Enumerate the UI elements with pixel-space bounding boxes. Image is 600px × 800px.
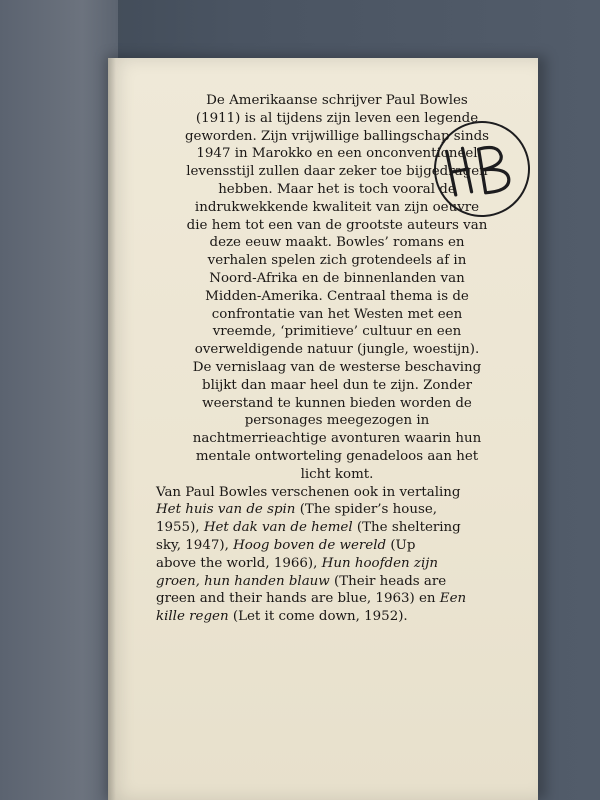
original-title: sky, 1947), — [156, 537, 229, 553]
original-title: (Let it come down, 1952). — [232, 609, 408, 625]
blurb-line: confrontatie van het Westen met een — [211, 306, 463, 322]
blurb-line: indrukwekkende kwaliteit van zijn oeuvre — [194, 199, 480, 215]
translations-intro: Van Paul Bowles verschenen ook in vertaling — [156, 484, 461, 500]
book-title: Het dak van de hemel — [203, 520, 353, 536]
book-cover-left — [0, 0, 118, 800]
blurb-line: vreemde, ‘primitieve’ cultuur en een — [212, 324, 462, 340]
translations-line — [156, 555, 516, 573]
translations-line — [156, 519, 516, 537]
blurb-line: nachtmerrieachtige avonturen waarin hun — [192, 431, 482, 447]
publication-year: 1955), — [156, 520, 200, 536]
blurb-line: weerstand te kunnen bieden worden de — [202, 395, 472, 411]
blurb-line: (1911) is al tijdens zijn leven een legende — [195, 110, 479, 126]
original-title: green and their hands are blue, 1963) en — [156, 591, 436, 607]
translations-line — [156, 537, 516, 555]
book-title: kille regen — [156, 609, 229, 625]
page-gutter — [108, 58, 116, 800]
blurb-line: hebben. Maar het is toch vooral de — [218, 181, 456, 197]
original-title: (Up — [390, 537, 416, 553]
original-title: (Their heads are — [334, 573, 447, 589]
original-title: above the world, 1966), — [156, 555, 318, 571]
translations-line — [156, 590, 516, 608]
book-title: Het huis van de spin — [156, 502, 296, 518]
book-title: Een — [439, 591, 467, 607]
blurb-paragraph — [158, 92, 516, 484]
book-title: Hoog boven de wereld — [233, 537, 387, 553]
blurb-line: deze eeuw maakt. Bowles’ romans en — [209, 235, 465, 251]
translations-line — [156, 608, 516, 626]
book-title: Hun hoofden zijn — [321, 555, 439, 571]
blurb-line: Midden-Amerika. Centraal thema is de — [205, 288, 469, 304]
blurb-line: personages meegezogen in — [244, 413, 430, 429]
blurb-line: geworden. Zijn vrijwillige ballingschap sinds — [184, 128, 490, 144]
translations-line — [156, 501, 516, 519]
translations-line — [156, 573, 516, 591]
blurb-line: blijkt dan maar heel dun te zijn. Zonder — [202, 377, 472, 393]
translations-paragraph — [156, 484, 516, 626]
original-title: (The sheltering — [356, 520, 461, 536]
blurb-line: De vernislaag van de westerse beschaving — [192, 359, 482, 375]
blurb-line: licht komt. — [300, 466, 374, 482]
book-title: groen, hun handen blauw — [156, 573, 330, 589]
original-title: (The spider’s house, — [299, 502, 438, 518]
blurb-line: mentale ontworteling genadeloos aan het — [195, 448, 479, 464]
blurb-line: die hem tot een van de grootste auteurs van — [186, 217, 488, 233]
blurb-line: overweldigende natuur (jungle, woestijn). — [194, 342, 480, 358]
blurb-line: De Amerikaanse schrijver Paul Bowles — [206, 93, 468, 108]
blurb-line: Noord-Afrika en de binnenlanden van — [209, 270, 465, 286]
blurb-line: levensstijl zullen daar zeker toe bijgedragen — [186, 164, 488, 180]
blurb-line: 1947 in Marokko en een onconventioneel — [196, 146, 478, 162]
back-cover-blurb — [158, 92, 516, 626]
blurb-line: verhalen spelen zich grotendeels af in — [207, 253, 467, 269]
